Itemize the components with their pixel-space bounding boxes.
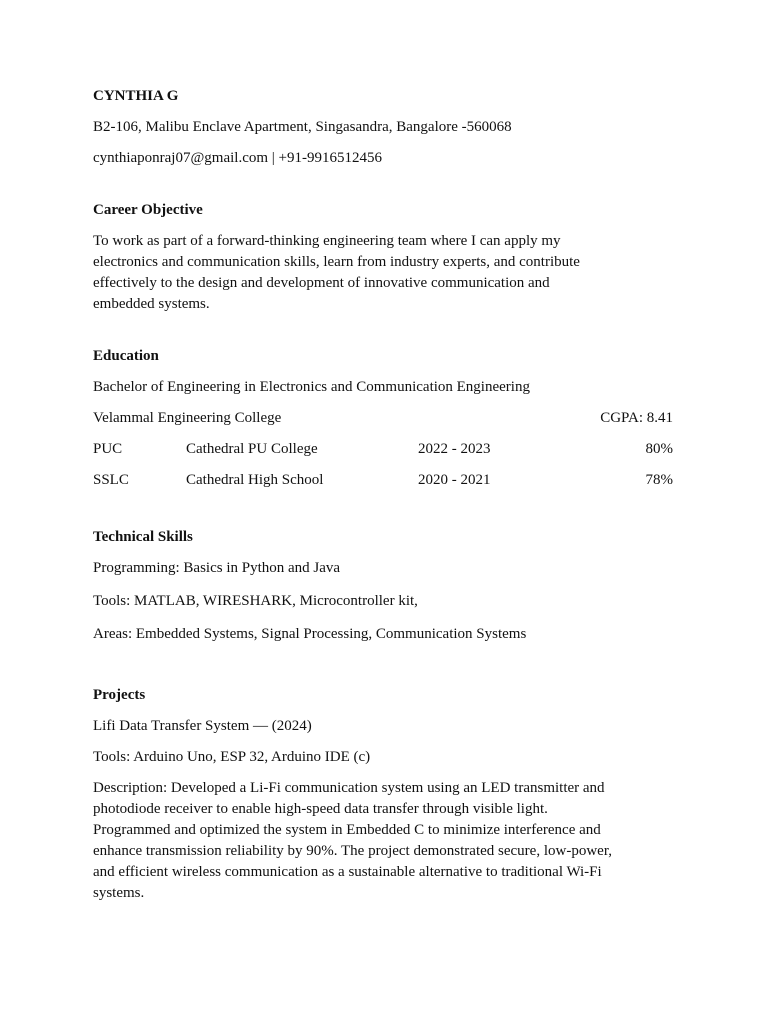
- education-level: PUC: [93, 441, 123, 457]
- education-institution: Cathedral High School: [186, 472, 324, 488]
- objective-line: effectively to the design and development of innovative communication and: [93, 275, 550, 291]
- education-institution: Cathedral PU College: [186, 441, 318, 457]
- skills-programming: Programming: Basics in Python and Java: [93, 560, 341, 576]
- resume-content: [93, 86, 673, 904]
- description-line: Programmed and optimized the system in Embedded C to minimize interference and: [93, 822, 601, 838]
- education-years: 2022 - 2023: [418, 441, 491, 457]
- section-heading-education: Education: [93, 348, 159, 364]
- skills-areas: Areas: Embedded Systems, Signal Processing, Communication Systems: [93, 626, 527, 642]
- project-title: Lifi Data Transfer System — (2024): [93, 718, 312, 734]
- description-line: photodiode receiver to enable high-speed data transfer through visible light.: [93, 801, 548, 817]
- college-row: [93, 408, 673, 429]
- objective-line: embedded systems.: [93, 296, 210, 312]
- education-row-sslc: [93, 470, 673, 491]
- section-heading-technical-skills: Technical Skills: [93, 529, 193, 545]
- address: B2-106, Malibu Enclave Apartment, Singasandra, Bangalore -560068: [93, 119, 512, 135]
- objective-line: electronics and communication skills, learn from industry experts, and contribute: [93, 254, 580, 270]
- project-description: [93, 778, 673, 904]
- college-name: Velammal Engineering College: [93, 410, 282, 426]
- section-heading-career-objective: Career Objective: [93, 202, 203, 218]
- education-score: 78%: [645, 472, 673, 488]
- education-years: 2020 - 2021: [418, 472, 491, 488]
- description-line: systems.: [93, 885, 145, 901]
- cgpa: CGPA: 8.41: [600, 410, 673, 426]
- education-row-puc: [93, 439, 673, 460]
- education-level: SSLC: [93, 472, 129, 488]
- education-score: 80%: [645, 441, 673, 457]
- description-line: enhance transmission reliability by 90%. The project demonstrated secure, low-power,: [93, 843, 612, 859]
- contact-info: cynthiaponraj07@gmail.com | +91-9916512456: [93, 150, 382, 166]
- description-line: Description: Developed a Li-Fi communication system using an LED transmitter and: [93, 780, 605, 796]
- description-line: and efficient wireless communication as a sustainable alternative to traditional Wi-Fi: [93, 864, 602, 880]
- skills-tools: Tools: MATLAB, WIRESHARK, Microcontroller kit,: [93, 593, 418, 609]
- section-heading-projects: Projects: [93, 687, 146, 703]
- career-objective-text: [93, 231, 673, 315]
- degree: Bachelor of Engineering in Electronics and Communication Engineering: [93, 379, 530, 395]
- objective-line: To work as part of a forward-thinking engineering team where I can apply my: [93, 233, 561, 249]
- project-tools: Tools: Arduino Uno, ESP 32, Arduino IDE (c): [93, 749, 371, 765]
- candidate-name: CYNTHIA G: [93, 88, 179, 104]
